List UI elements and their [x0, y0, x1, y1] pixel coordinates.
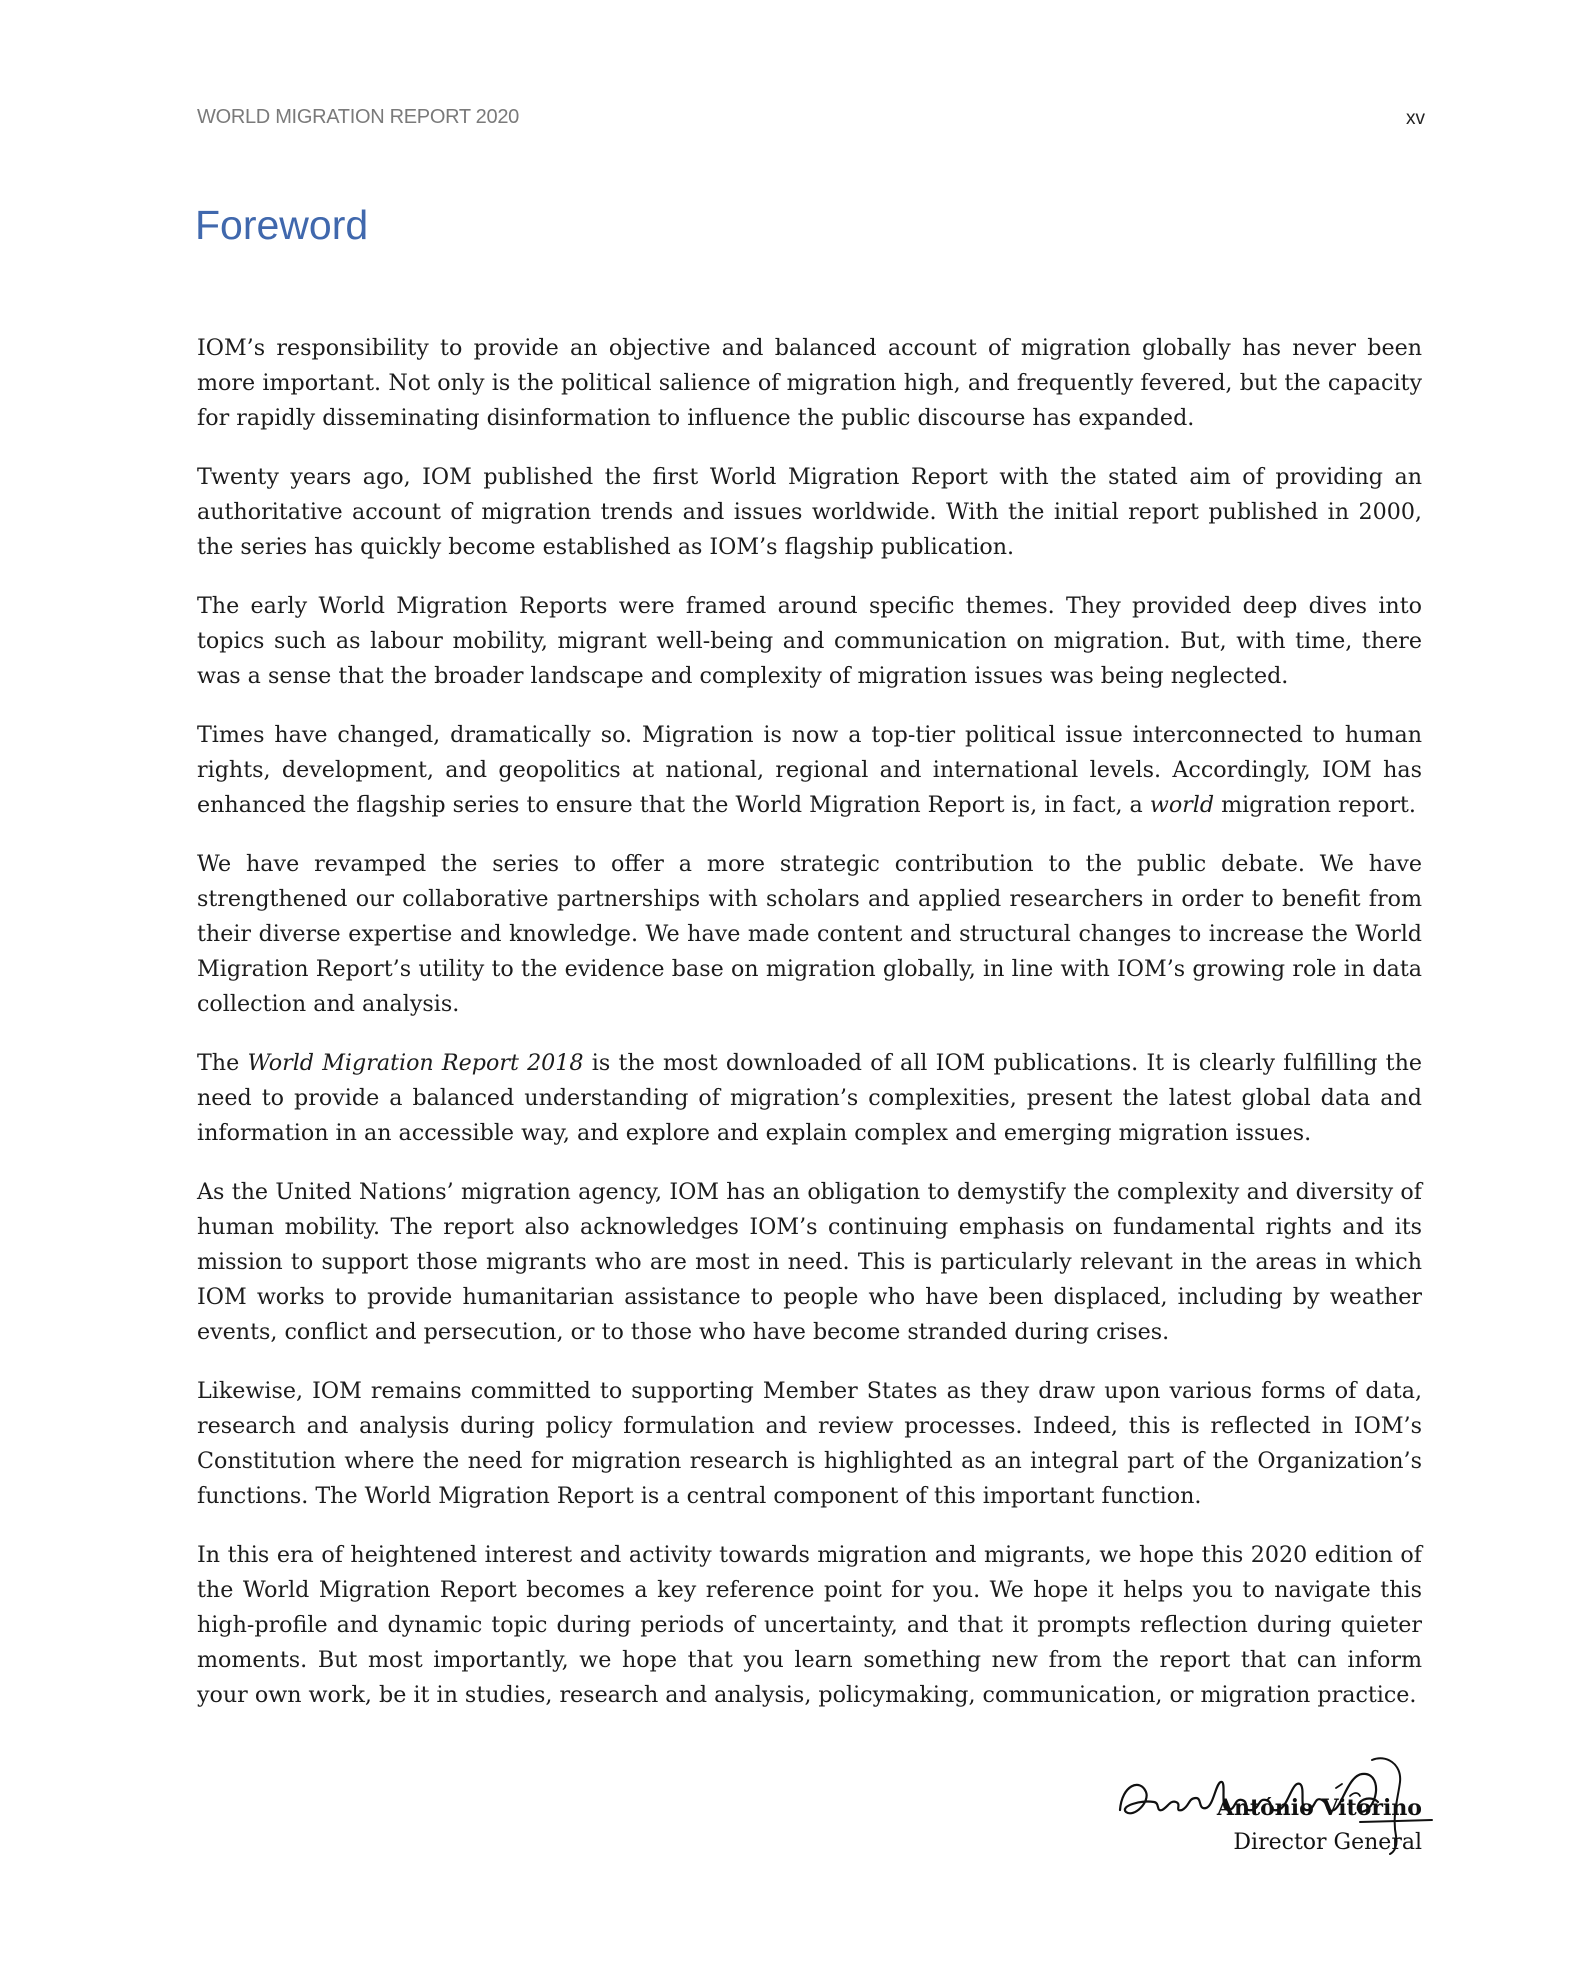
running-header: WORLD MIGRATION REPORT 2020 [197, 106, 519, 128]
paragraph-7: As the United Nations’ migration agency, IOM has an obligation to demystify the complexity and diversity of human mobility. The report also acknowledges IOM’s continuing emphasis on fundamental rights and its mission to support those migrants who are most in need. This is particularly relevant in the areas in which IOM works to provide humanitarian assistance to people who have been displaced, including by weather events, conflict and persecution, or to those who have become stranded during crises. [197, 1179, 1422, 1345]
paragraph-6-text-end: is the most downloaded of all IOM publications. It is clearly fulfilling the need to provide a balanced understanding of migration’s complexities, present the latest global data and information in an accessible way, and explore and explain complex and emerging migration issues. [197, 1050, 1422, 1146]
paragraph-5: We have revamped the series to offer a more strategic contribution to the public debate. We have strengthened our collaborative partnerships with scholars and applied researchers in order to benefit from their diverse expertise and knowledge. We have made content and structural changes to increase the World Migration Report’s utility to the evidence base on migration globally, in line with IOM’s growing role in data collection and analysis. [197, 851, 1422, 1017]
paragraph-4-text: Times have changed, dramatically so. Migration is now a top-tier political issue interconnected to human rights, development, and geopolitics at national, regional and international levels. Accordingly, IOM has enhanced the flagship series to ensure that the World Migration Report is, in fact, a [197, 722, 1422, 818]
paragraph-9: In this era of heightened interest and activity towards migration and migrants, we hope this 2020 edition of the World Migration Report becomes a key reference point for you. We hope it helps you to navigate this high-profile and dynamic topic during periods of uncertainty, and that it prompts reflection during quieter moments. But most importantly, we hope that you learn something new from the report that can inform your own work, be it in studies, research and analysis, policymaking, communication, or migration practice. [197, 1542, 1422, 1708]
signer-title: Director General [1233, 1830, 1422, 1855]
paragraph-8: Likewise, IOM remains committed to supporting Member States as they draw upon various forms of data, research and analysis during policy formulation and review processes. Indeed, this is reflected in IOM’s Constitution where the need for migration research is highlighted as an integral part of the Organization’s functions. The World Migration Report is a central component of this important function. [197, 1378, 1422, 1509]
paragraph-6-text: The [197, 1050, 248, 1076]
paragraph-6-emphasis: World Migration Report 2018 [247, 1050, 584, 1076]
paragraph-4-emphasis: world [1149, 792, 1215, 818]
paragraph-6 [197, 1046, 1422, 1151]
signature-block [1002, 1740, 1422, 1880]
paragraph-4 [197, 718, 1422, 823]
page-number: xv [1406, 108, 1425, 129]
paragraph-1: IOM’s responsibility to provide an objective and balanced account of migration globally has never been more important. Not only is the political salience of migration high, and frequently fevered, but the capacity for rapidly disseminating disinformation to influence the public discourse has expanded. [197, 335, 1422, 431]
foreword-body [197, 331, 1422, 1737]
paragraph-3: The early World Migration Reports were framed around specific themes. They provided deep dives into topics such as labour mobility, migrant well-being and communication on migration. But, with time, there was a sense that the broader landscape and complexity of migration issues was being neglected. [197, 593, 1422, 689]
paragraph-2: Twenty years ago, IOM published the first World Migration Report with the stated aim of providing an authoritative account of migration trends and issues worldwide. With the initial report published in 2000, the series has quickly become established as IOM’s flagship publication. [197, 464, 1422, 560]
page-title: Foreword [195, 202, 369, 248]
paragraph-4-text-end: migration report. [1214, 792, 1416, 818]
signer-name: António Vitorino [1216, 1795, 1422, 1821]
